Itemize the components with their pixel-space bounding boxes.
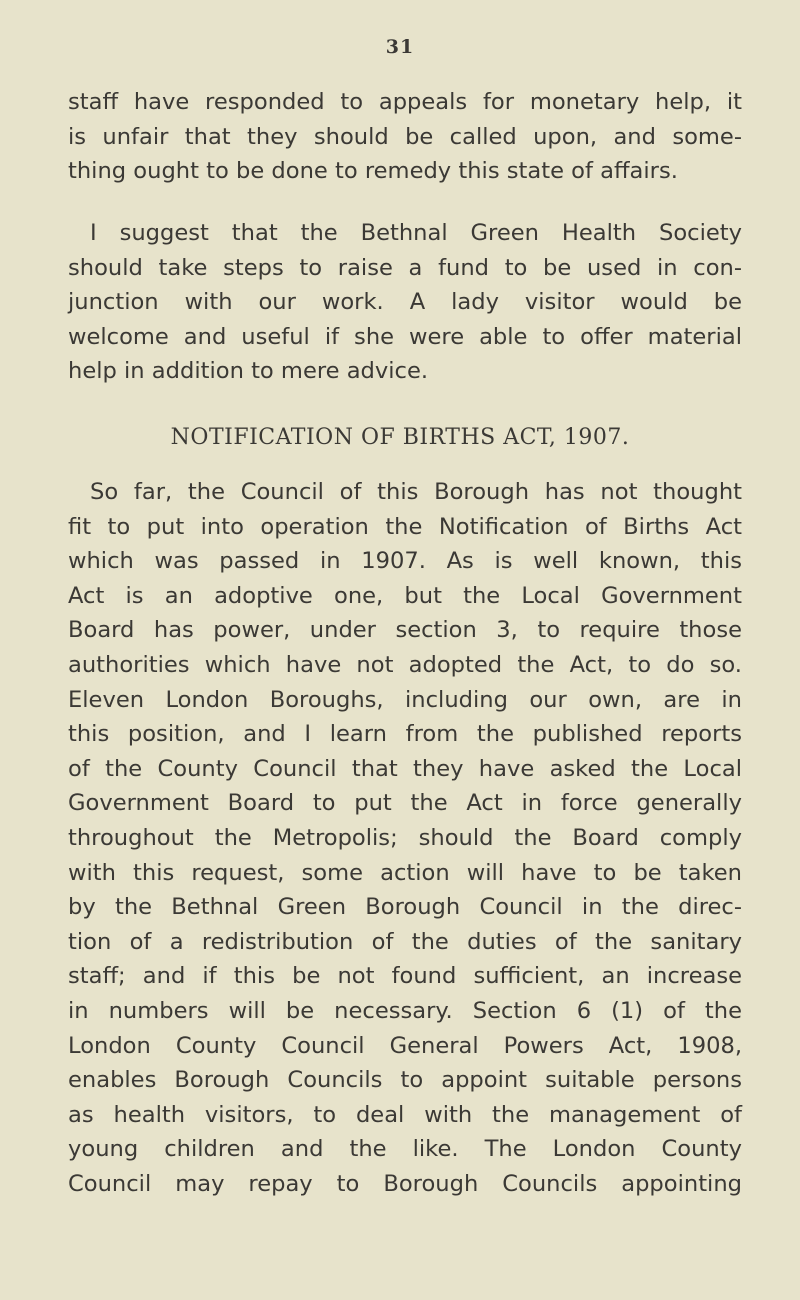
text-line: staff; and if this be not found sufficient, an increase	[68, 963, 742, 990]
text-line: this position, and I learn from the published reports	[68, 721, 742, 748]
text-line: Eleven London Boroughs, including our own, are in	[68, 686, 742, 713]
text-line: by the Bethnal Green Borough Council in the direc-	[68, 894, 742, 921]
text-line: authorities which have not adopted the Act, to do so.	[68, 651, 742, 678]
text-line: staff have responded to appeals for monetary help, it	[68, 89, 742, 115]
section-heading: NOTIFICATION OF BIRTHS ACT, 1907.	[170, 425, 630, 450]
text-line: enables Borough Councils to appoint suitable persons	[68, 1067, 742, 1094]
text-line: as health visitors, to deal with the management of	[68, 1101, 742, 1128]
text-line: help in addition to mere advice.	[68, 358, 429, 385]
text-line: fit to put into operation the Notification of Births Act	[68, 513, 742, 540]
paragraph-notification-act	[68, 475, 742, 1201]
paragraph-health-society	[68, 216, 742, 389]
text-line: London County Council General Powers Act, 1908,	[68, 1032, 742, 1059]
text-line: should take steps to raise a fund to be used in con-	[68, 254, 742, 281]
page-number: 31	[385, 36, 415, 58]
text-line: welcome and useful if she were able to offer material	[68, 323, 742, 350]
text-line: thing ought to be done to remedy this state of affairs.	[68, 158, 678, 185]
text-line: I suggest that the Bethnal Green Health Society	[90, 220, 742, 246]
text-line: is unfair that they should be called upon, and some-	[68, 123, 742, 150]
text-line: Government Board to put the Act in force generally	[68, 790, 742, 817]
text-line: tion of a redistribution of the duties of the sanitary	[68, 928, 742, 955]
text-line: Council may repay to Borough Councils appointing	[68, 1170, 742, 1197]
text-line: So far, the Council of this Borough has not thought	[90, 479, 742, 505]
paragraph-continuation	[68, 85, 742, 189]
text-line: Act is an adoptive one, but the Local Government	[68, 582, 742, 609]
text-line: which was passed in 1907. As is well known, this	[68, 548, 742, 575]
text-line: Board has power, under section 3, to require those	[68, 617, 742, 644]
text-line: with this request, some action will have to be taken	[68, 859, 742, 886]
text-line: in numbers will be necessary. Section 6 (1) of the	[68, 997, 742, 1024]
text-line: junction with our work. A lady visitor would be	[68, 289, 742, 316]
text-line: young children and the like. The London County	[68, 1136, 742, 1163]
text-line: throughout the Metropolis; should the Board comply	[68, 824, 742, 851]
text-line: of the County Council that they have asked the Local	[68, 755, 742, 782]
